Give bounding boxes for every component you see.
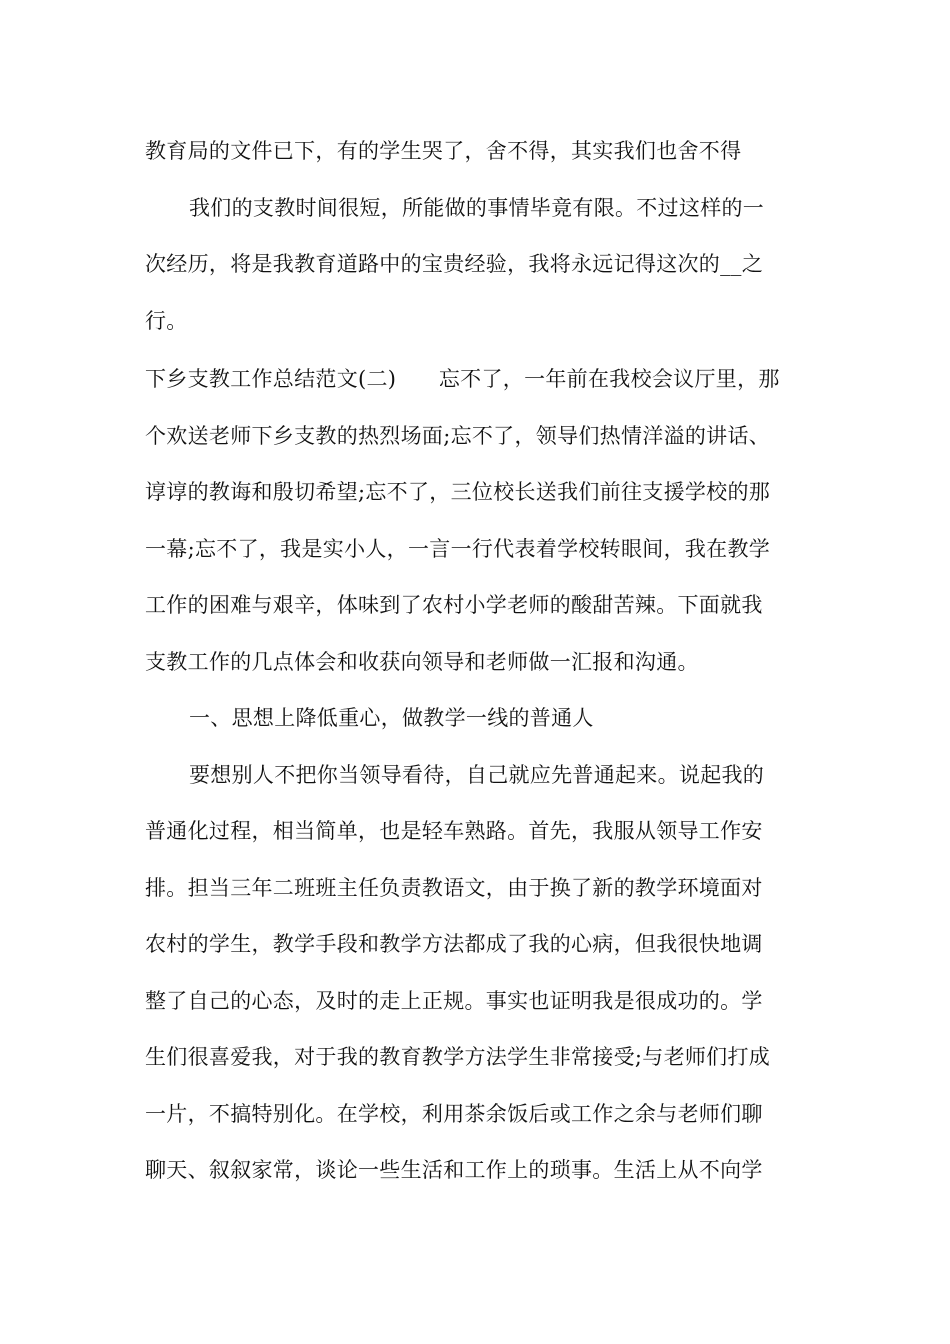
text-line: 个欢送老师下乡支教的热烈场面;忘不了，领导们热情洋溢的讲话、	[145, 424, 771, 448]
text-line: 普通化过程，相当简单，也是轻车熟路。首先，我服从领导工作安	[145, 819, 763, 843]
text-line: 排。担当三年二班班主任负责教语文，由于换了新的教学环境面对	[145, 876, 763, 900]
text-line: 一幕;忘不了，我是实小人，一言一行代表着学校转眼间，我在教学	[145, 537, 771, 561]
section-heading-line: 下乡支教工作总结范文(二) 忘不了，一年前在我校会议厅里，那	[145, 367, 780, 391]
text-line: 生们很喜爱我，对于我的教育教学方法学生非常接受;与老师们打成	[145, 1045, 771, 1069]
text-line: 次经历，将是我教育道路中的宝贵经验，我将永远记得这次的__之	[145, 252, 763, 276]
text-line: 一片，不搞特别化。在学校，利用茶余饭后或工作之余与老师们聊	[145, 1102, 763, 1126]
text-line: 教育局的文件已下，有的学生哭了，舍不得，其实我们也舍不得	[145, 139, 742, 163]
text-line: 行。	[145, 309, 188, 333]
text-line: 我们的支教时间很短，所能做的事情毕竟有限。不过这样的一	[189, 196, 765, 220]
text-line: 谆谆的教诲和殷切希望;忘不了，三位校长送我们前往支援学校的那	[145, 480, 771, 504]
text-line: 支教工作的几点体会和收获向领导和老师做一汇报和沟通。	[145, 650, 699, 674]
text-line: 要想别人不把你当领导看待，自己就应先普通起来。说起我的	[189, 763, 765, 787]
text-line: 聊天、叙叙家常，谈论一些生活和工作上的琐事。生活上从不向学	[145, 1158, 763, 1182]
text-line: 整了自己的心态，及时的走上正规。事实也证明我是很成功的。学	[145, 989, 763, 1013]
text-line: 工作的困难与艰辛，体味到了农村小学老师的酸甜苦辣。下面就我	[145, 593, 763, 617]
text-line: 农村的学生，教学手段和教学方法都成了我的心病，但我很快地调	[145, 932, 763, 956]
subheading-line: 一、思想上降低重心，做教学一线的普通人	[189, 706, 594, 730]
